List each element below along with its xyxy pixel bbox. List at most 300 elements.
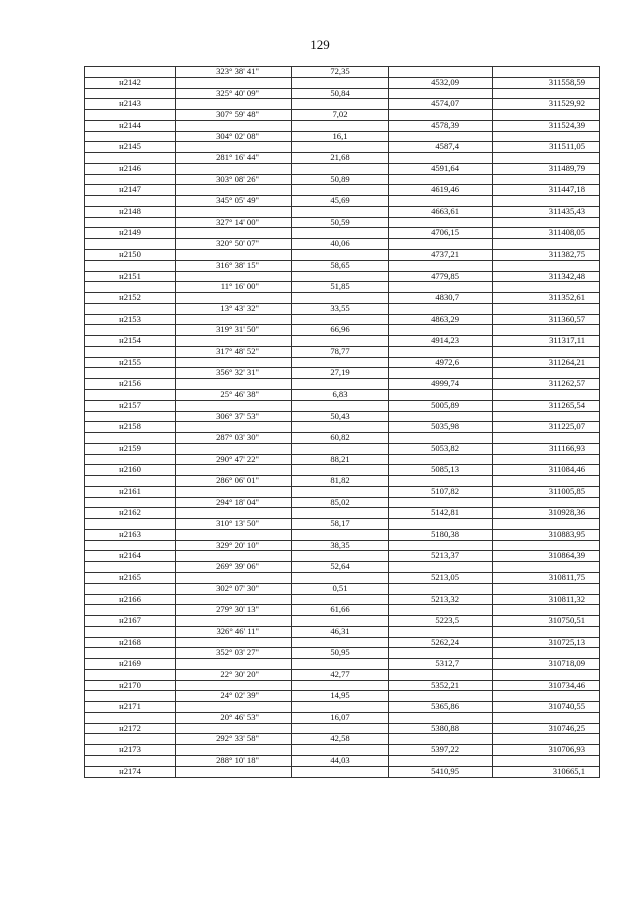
empty-cell [389,712,493,723]
distance-cell: 50,84 [292,88,389,99]
point-row [85,99,600,110]
point-row [85,163,600,174]
x-coordinate-cell: 5035,98 [389,422,493,433]
point-name-cell: н2168 [85,637,176,648]
empty-cell [176,293,292,304]
bearing-cell: 319° 31' 50" [176,325,292,336]
empty-cell [389,196,493,207]
empty-cell [85,260,176,271]
empty-cell [292,529,389,540]
segment-row [85,583,600,594]
empty-cell [493,67,600,78]
empty-cell [85,756,176,767]
empty-cell [389,454,493,465]
empty-cell [176,99,292,110]
empty-cell [389,691,493,702]
empty-cell [493,153,600,164]
bearing-cell: 327° 14' 00" [176,217,292,228]
bearing-cell: 281° 16' 44" [176,153,292,164]
bearing-cell: 352° 03' 27" [176,648,292,659]
segment-row [85,756,600,767]
point-name-cell: н2165 [85,572,176,583]
y-coordinate-cell: 311360,57 [493,314,600,325]
empty-cell [292,745,389,756]
distance-cell: 6,83 [292,389,389,400]
point-row [85,551,600,562]
empty-cell [176,206,292,217]
bearing-cell: 306° 37' 53" [176,411,292,422]
point-name-cell: н2170 [85,680,176,691]
empty-cell [389,282,493,293]
point-name-cell: н2161 [85,486,176,497]
empty-cell [85,282,176,293]
empty-cell [176,680,292,691]
y-coordinate-cell: 310928,36 [493,508,600,519]
y-coordinate-cell: 310706,93 [493,745,600,756]
point-name-cell: н2155 [85,357,176,368]
y-coordinate-cell: 310883,95 [493,529,600,540]
empty-cell [292,723,389,734]
empty-cell [85,217,176,228]
distance-cell: 72,35 [292,67,389,78]
empty-cell [176,163,292,174]
bearing-cell: 292° 33' 58" [176,734,292,745]
empty-cell [292,77,389,88]
empty-cell [389,389,493,400]
y-coordinate-cell: 310746,25 [493,723,600,734]
point-name-cell: н2167 [85,616,176,627]
point-name-cell: н2144 [85,120,176,131]
empty-cell [176,486,292,497]
distance-cell: 7,02 [292,110,389,121]
x-coordinate-cell: 4737,21 [389,250,493,261]
x-coordinate-cell: 5213,05 [389,572,493,583]
empty-cell [292,465,389,476]
distance-cell: 42,77 [292,669,389,680]
point-row [85,616,600,627]
distance-cell: 50,95 [292,648,389,659]
point-row [85,250,600,261]
bearing-cell: 22° 30' 20" [176,669,292,680]
y-coordinate-cell: 311558,59 [493,77,600,88]
empty-cell [389,648,493,659]
empty-cell [292,250,389,261]
empty-cell [85,691,176,702]
empty-cell [85,562,176,573]
empty-cell [176,745,292,756]
point-row [85,723,600,734]
empty-cell [493,669,600,680]
segment-row [85,303,600,314]
distance-cell: 44,03 [292,756,389,767]
x-coordinate-cell: 5380,88 [389,723,493,734]
empty-cell [493,433,600,444]
segment-row [85,626,600,637]
segment-row [85,131,600,142]
empty-cell [85,433,176,444]
bearing-cell: 310° 13' 50" [176,519,292,530]
empty-cell [292,680,389,691]
empty-cell [389,519,493,530]
segment-row [85,562,600,573]
point-row [85,486,600,497]
empty-cell [493,131,600,142]
empty-cell [389,583,493,594]
empty-cell [493,648,600,659]
segment-row [85,88,600,99]
empty-cell [176,529,292,540]
segment-row [85,260,600,271]
empty-cell [85,519,176,530]
point-row [85,314,600,325]
point-name-cell: н2166 [85,594,176,605]
distance-cell: 50,89 [292,174,389,185]
point-name-cell: н2164 [85,551,176,562]
distance-cell: 27,19 [292,368,389,379]
distance-cell: 16,1 [292,131,389,142]
empty-cell [85,196,176,207]
y-coordinate-cell: 310750,51 [493,616,600,627]
empty-cell [176,508,292,519]
empty-cell [389,88,493,99]
y-coordinate-cell: 311524,39 [493,120,600,131]
empty-cell [389,217,493,228]
distance-cell: 60,82 [292,433,389,444]
point-row [85,271,600,282]
coordinates-table [84,66,600,778]
empty-cell [493,605,600,616]
bearing-cell: 286° 06' 01" [176,476,292,487]
y-coordinate-cell: 310665,1 [493,766,600,777]
x-coordinate-cell: 4779,85 [389,271,493,282]
y-coordinate-cell: 310718,09 [493,659,600,670]
empty-cell [389,669,493,680]
y-coordinate-cell: 311262,57 [493,379,600,390]
distance-cell: 51,85 [292,282,389,293]
segment-row [85,110,600,121]
x-coordinate-cell: 4830,7 [389,293,493,304]
empty-cell [292,228,389,239]
bearing-cell: 290° 47' 22" [176,454,292,465]
empty-cell [493,626,600,637]
y-coordinate-cell: 311447,18 [493,185,600,196]
bearing-cell: 302° 07' 30" [176,583,292,594]
point-name-cell: н2172 [85,723,176,734]
empty-cell [85,626,176,637]
empty-cell [85,497,176,508]
empty-cell [292,508,389,519]
x-coordinate-cell: 4863,29 [389,314,493,325]
x-coordinate-cell: 5180,38 [389,529,493,540]
segment-row [85,712,600,723]
bearing-cell: 325° 40' 09" [176,88,292,99]
point-row [85,185,600,196]
empty-cell [85,583,176,594]
distance-cell: 14,95 [292,691,389,702]
empty-cell [176,185,292,196]
empty-cell [292,443,389,454]
y-coordinate-cell: 311352,61 [493,293,600,304]
empty-cell [493,303,600,314]
bearing-cell: 323° 38' 41" [176,67,292,78]
x-coordinate-cell: 4591,64 [389,163,493,174]
empty-cell [85,669,176,680]
segment-row [85,476,600,487]
empty-cell [389,131,493,142]
bearing-cell: 356° 32' 31" [176,368,292,379]
point-row [85,357,600,368]
distance-cell: 38,35 [292,540,389,551]
empty-cell [85,389,176,400]
x-coordinate-cell: 5223,5 [389,616,493,627]
segment-row [85,433,600,444]
empty-cell [176,551,292,562]
point-name-cell: н2148 [85,206,176,217]
empty-cell [176,594,292,605]
empty-cell [176,271,292,282]
segment-row [85,217,600,228]
point-row [85,142,600,153]
point-row [85,120,600,131]
x-coordinate-cell: 4587,4 [389,142,493,153]
segment-row [85,325,600,336]
point-row [85,206,600,217]
empty-cell [389,756,493,767]
empty-cell [493,540,600,551]
distance-cell: 42,58 [292,734,389,745]
point-row [85,637,600,648]
point-name-cell: н2174 [85,766,176,777]
distance-cell: 16,07 [292,712,389,723]
empty-cell [176,659,292,670]
y-coordinate-cell: 311317,11 [493,336,600,347]
empty-cell [85,648,176,659]
empty-cell [292,551,389,562]
y-coordinate-cell: 311342,48 [493,271,600,282]
point-row [85,659,600,670]
point-name-cell: н2154 [85,336,176,347]
empty-cell [389,303,493,314]
bearing-cell: 304° 02' 08" [176,131,292,142]
empty-cell [493,88,600,99]
x-coordinate-cell: 4619,46 [389,185,493,196]
segment-row [85,196,600,207]
bearing-cell: 269° 39' 06" [176,562,292,573]
empty-cell [85,88,176,99]
bearing-cell: 307° 59' 48" [176,110,292,121]
empty-cell [85,734,176,745]
y-coordinate-cell: 311408,05 [493,228,600,239]
y-coordinate-cell: 311166,93 [493,443,600,454]
x-coordinate-cell: 5213,32 [389,594,493,605]
bearing-cell: 320° 50' 07" [176,239,292,250]
y-coordinate-cell: 311264,21 [493,357,600,368]
empty-cell [493,217,600,228]
empty-cell [292,572,389,583]
empty-cell [176,422,292,433]
point-name-cell: н2157 [85,400,176,411]
x-coordinate-cell: 5213,37 [389,551,493,562]
empty-cell [85,411,176,422]
empty-cell [176,379,292,390]
distance-cell: 45,69 [292,196,389,207]
empty-cell [493,346,600,357]
empty-cell [493,282,600,293]
page-number: 129 [310,37,330,52]
x-coordinate-cell: 5142,81 [389,508,493,519]
empty-cell [389,368,493,379]
segment-row [85,411,600,422]
empty-cell [292,486,389,497]
point-name-cell: н2149 [85,228,176,239]
empty-cell [389,260,493,271]
segment-row [85,734,600,745]
y-coordinate-cell: 310734,46 [493,680,600,691]
bearing-cell: 316° 38' 15" [176,260,292,271]
x-coordinate-cell: 5053,82 [389,443,493,454]
empty-cell [493,691,600,702]
x-coordinate-cell: 4999,74 [389,379,493,390]
distance-cell: 40,06 [292,239,389,250]
point-name-cell: н2162 [85,508,176,519]
empty-cell [176,228,292,239]
empty-cell [85,476,176,487]
y-coordinate-cell: 311265,54 [493,400,600,411]
x-coordinate-cell: 4663,61 [389,206,493,217]
empty-cell [176,616,292,627]
empty-cell [389,174,493,185]
segment-row [85,497,600,508]
point-row [85,766,600,777]
empty-cell [85,153,176,164]
empty-cell [292,766,389,777]
y-coordinate-cell: 310811,32 [493,594,600,605]
distance-cell: 0,51 [292,583,389,594]
segment-row [85,454,600,465]
empty-cell [493,756,600,767]
empty-cell [292,142,389,153]
empty-cell [85,346,176,357]
y-coordinate-cell: 310725,13 [493,637,600,648]
distance-cell: 85,02 [292,497,389,508]
bearing-cell: 20° 46' 53" [176,712,292,723]
empty-cell [493,389,600,400]
point-row [85,77,600,88]
empty-cell [176,142,292,153]
point-name-cell: н2163 [85,529,176,540]
distance-cell: 50,43 [292,411,389,422]
distance-cell: 52,64 [292,562,389,573]
distance-cell: 21,68 [292,153,389,164]
empty-cell [493,454,600,465]
segment-row [85,389,600,400]
empty-cell [389,734,493,745]
empty-cell [292,99,389,110]
empty-cell [493,196,600,207]
point-row [85,529,600,540]
empty-cell [176,572,292,583]
x-coordinate-cell: 4914,23 [389,336,493,347]
x-coordinate-cell: 5312,7 [389,659,493,670]
x-coordinate-cell: 4706,15 [389,228,493,239]
empty-cell [292,637,389,648]
point-name-cell: н2150 [85,250,176,261]
empty-cell [493,368,600,379]
bearing-cell: 294° 18' 04" [176,497,292,508]
empty-cell [292,206,389,217]
empty-cell [493,583,600,594]
empty-cell [493,497,600,508]
distance-cell: 81,82 [292,476,389,487]
point-row [85,508,600,519]
empty-cell [389,562,493,573]
point-row [85,702,600,713]
empty-cell [493,110,600,121]
point-name-cell: н2159 [85,443,176,454]
empty-cell [176,702,292,713]
segment-row [85,691,600,702]
point-name-cell: н2151 [85,271,176,282]
empty-cell [85,540,176,551]
distance-cell: 46,31 [292,626,389,637]
point-row [85,379,600,390]
empty-cell [389,325,493,336]
x-coordinate-cell: 4578,39 [389,120,493,131]
distance-cell: 33,55 [292,303,389,314]
empty-cell [389,67,493,78]
segment-row [85,519,600,530]
distance-cell: 78,77 [292,346,389,357]
y-coordinate-cell: 311382,75 [493,250,600,261]
empty-cell [493,239,600,250]
bearing-cell: 25° 46' 38" [176,389,292,400]
distance-cell: 61,66 [292,605,389,616]
segment-row [85,605,600,616]
y-coordinate-cell: 310740,55 [493,702,600,713]
distance-cell: 88,21 [292,454,389,465]
x-coordinate-cell: 5365,86 [389,702,493,713]
point-row [85,336,600,347]
empty-cell [493,476,600,487]
x-coordinate-cell: 4574,07 [389,99,493,110]
x-coordinate-cell: 5005,89 [389,400,493,411]
y-coordinate-cell: 310864,39 [493,551,600,562]
empty-cell [176,637,292,648]
x-coordinate-cell: 5397,22 [389,745,493,756]
distance-cell: 66,96 [292,325,389,336]
empty-cell [176,443,292,454]
bearing-cell: 24° 02' 39" [176,691,292,702]
empty-cell [176,250,292,261]
point-row [85,422,600,433]
segment-row [85,669,600,680]
point-row [85,400,600,411]
bearing-cell: 303° 08' 26" [176,174,292,185]
empty-cell [389,605,493,616]
point-row [85,572,600,583]
x-coordinate-cell: 5085,13 [389,465,493,476]
point-name-cell: н2145 [85,142,176,153]
point-name-cell: н2169 [85,659,176,670]
empty-cell [176,465,292,476]
empty-cell [389,626,493,637]
bearing-cell: 326° 46' 11" [176,626,292,637]
empty-cell [176,766,292,777]
point-row [85,680,600,691]
point-name-cell: н2142 [85,77,176,88]
empty-cell [292,185,389,196]
y-coordinate-cell: 311435,43 [493,206,600,217]
